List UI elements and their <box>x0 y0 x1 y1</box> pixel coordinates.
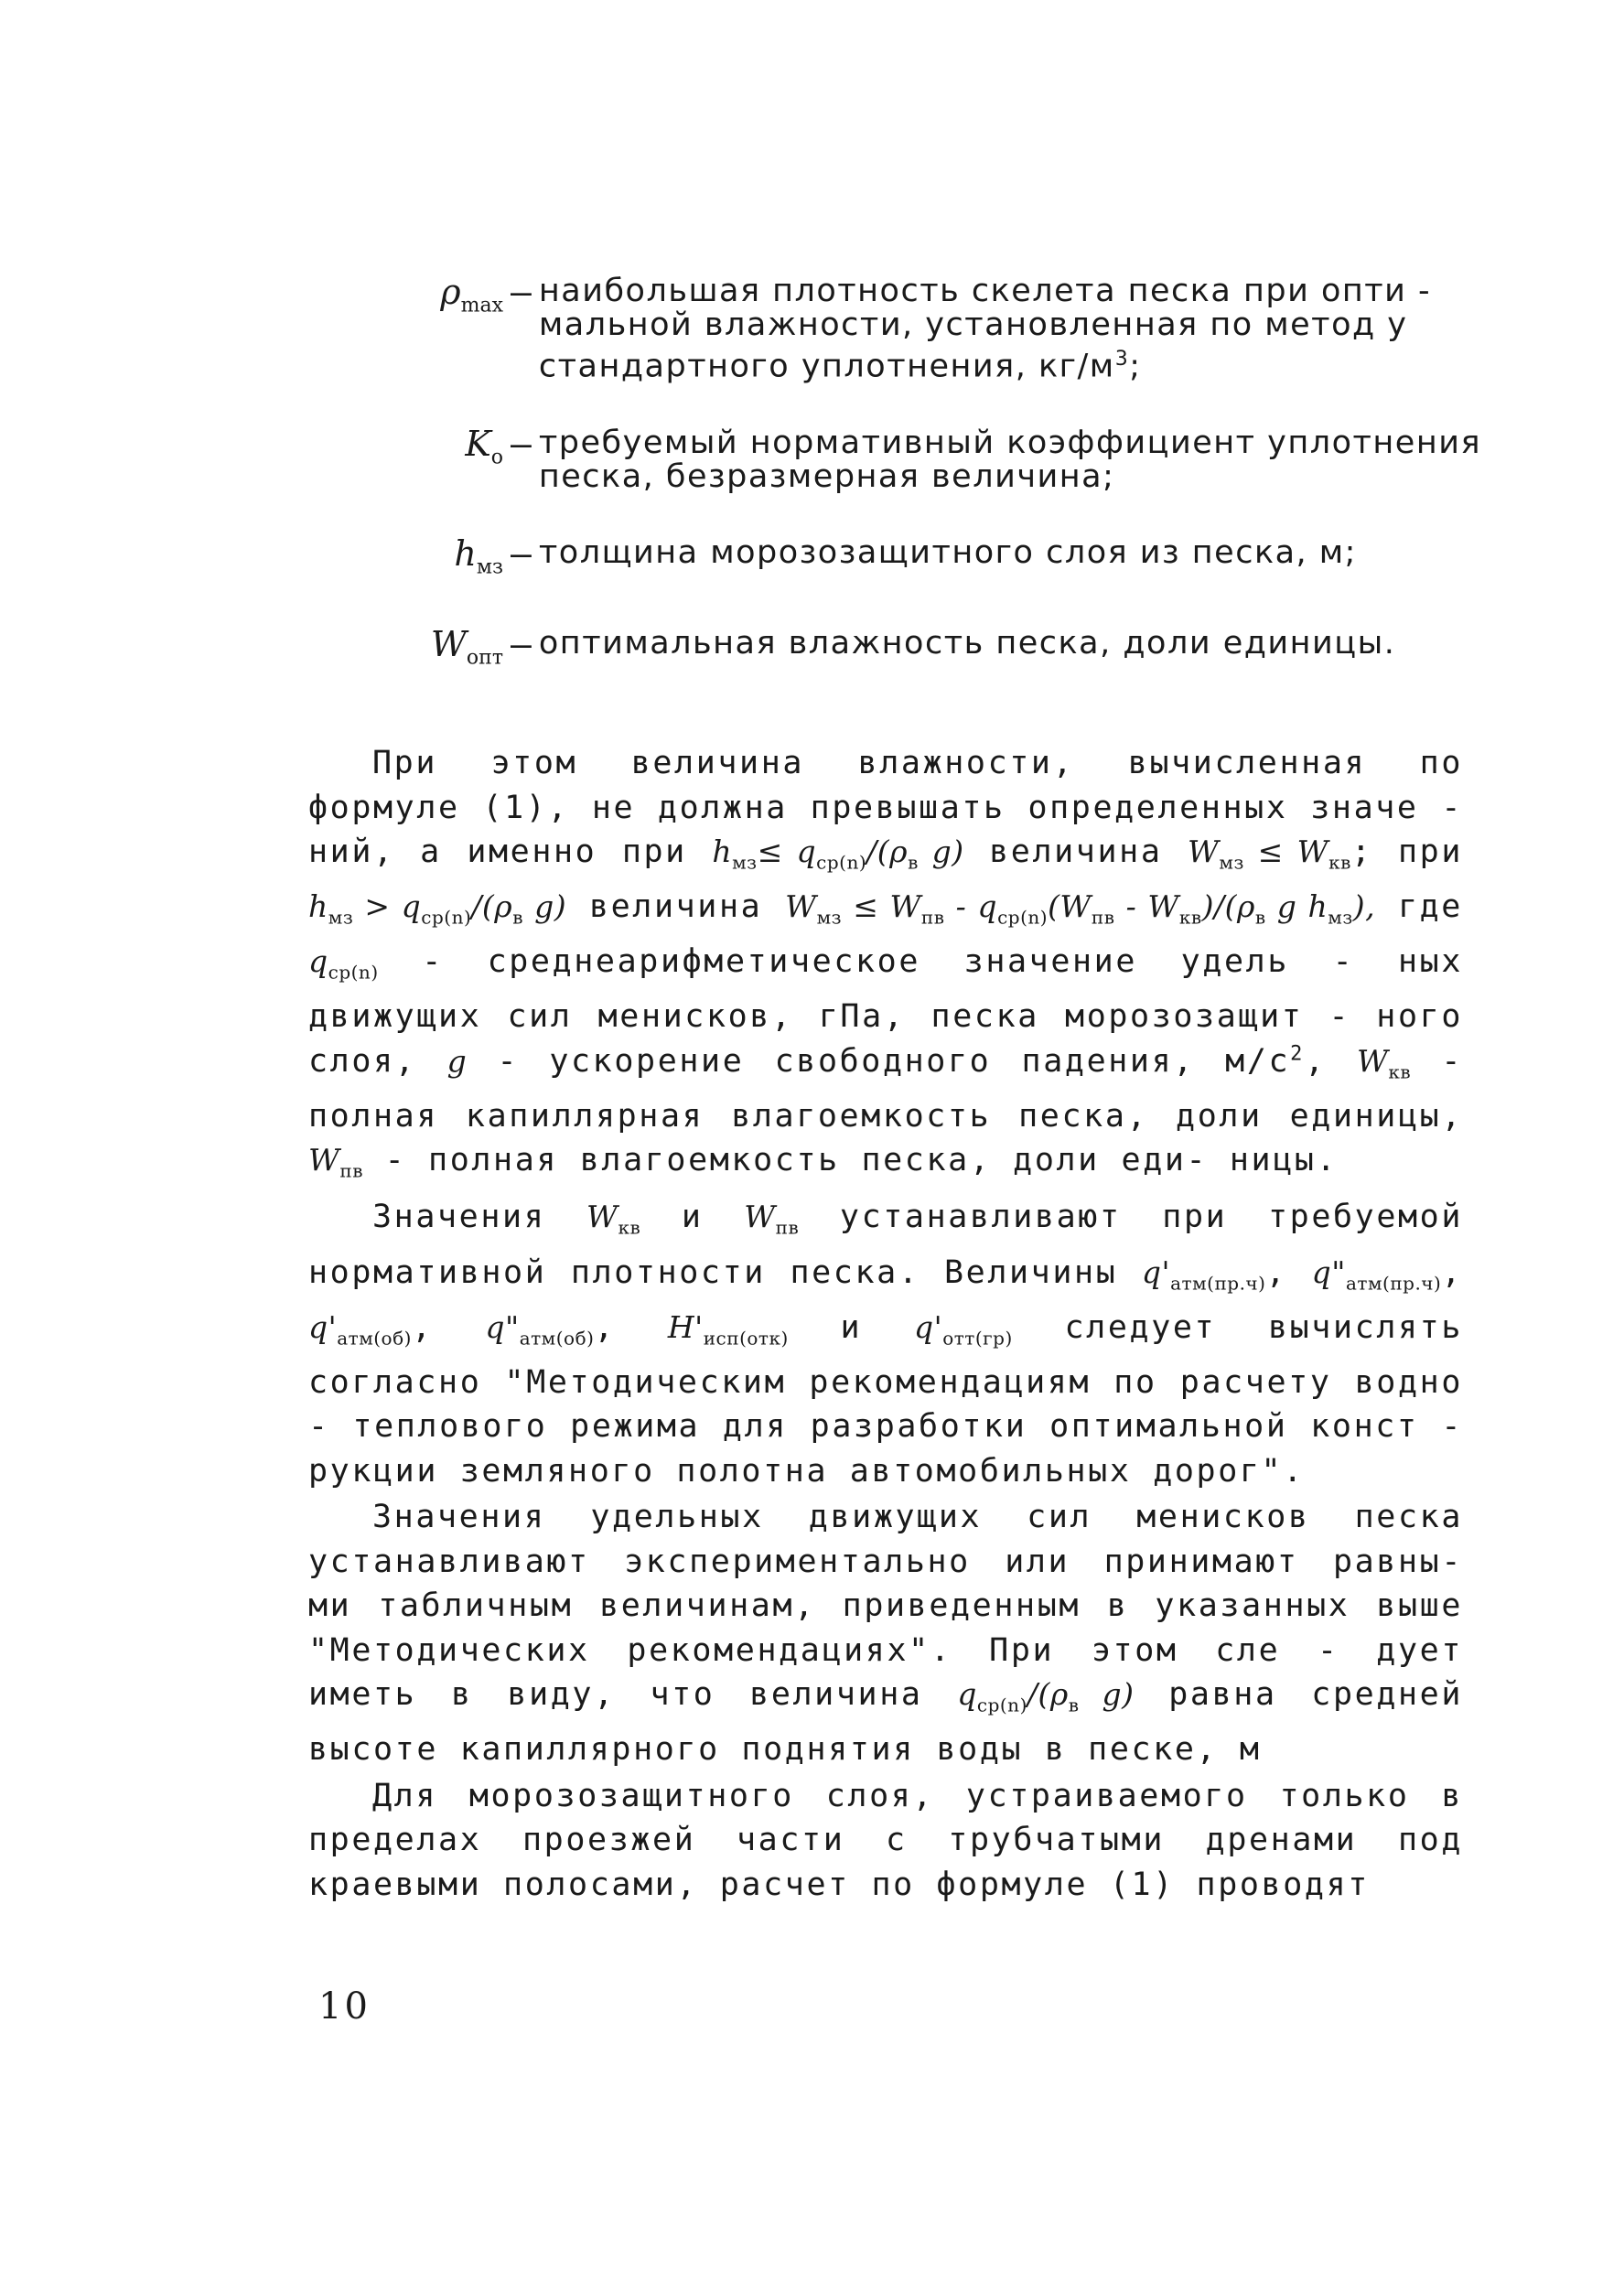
symbol-definitions <box>302 274 1482 718</box>
definition-end: ; <box>1129 348 1142 385</box>
formula-q-avg: $q_{ср(n)}$ <box>308 943 379 984</box>
formula-q-atm-1: $q'_{атм(пр.ч)}$ <box>1141 1253 1266 1295</box>
symbol-k0 <box>302 423 511 476</box>
formula-condition-1: $h_{мз}\le q_{ср(n)}/(\rho_в$ g) <box>712 834 964 874</box>
symbol-base: W <box>430 624 467 665</box>
definition-body: наибольшая плотность скелета песка при опти - мальной влажности, установленная по метод у стандартного уплотнения, кг/м <box>538 273 1432 385</box>
formula-q-atm-2: $q"_{атм(пр.ч)}$ <box>1311 1253 1442 1295</box>
unit-superscript: 3 <box>1114 348 1130 371</box>
symbol-base: ρ <box>440 272 461 312</box>
formula-q-ott: $q'_{отт(гр)}$ <box>913 1308 1013 1350</box>
dash: – <box>511 533 532 574</box>
dash: – <box>511 423 532 464</box>
definition-w-opt <box>302 624 1482 676</box>
body-text <box>308 741 1463 1909</box>
symbol-subscript: о <box>490 446 503 469</box>
formula-capillary-height: $q_{ср(n)}/(\rho_в$ g) <box>957 1676 1135 1716</box>
definition-k0 <box>302 423 1482 495</box>
formula-w-kv: $W_{кв}$ <box>586 1199 641 1240</box>
formula-limit-2: $W_{мз} \le W_{пв} - q_{ср(n)}(W_{пв} - W_{кв})/(\rho_в$ g $h_{мз}$), <box>785 888 1376 929</box>
paragraph-values: Значения $W_{кв}$ и $W_{пв}$ устанавливают при требуемой нормативной плотности песка. Величины $q'_{атм(пр.ч)}$, $q"_{атм(пр.ч)}$, $q'_{атм(об)}$, $q"_{атм(об)}$, $H'_{исп(отк)}$ и $q'_{отт(гр)}$ следует вычислять согласно "Методическим рекомендациям по расчету водно - теплового режима для разработки оптимальной конст - рукции земляного полотна автомобильных дорог". <box>308 1199 1464 1490</box>
formula-q-atm-3: $q'_{атм(об)}$ <box>308 1308 412 1350</box>
formula-q-atm-4: $q"_{атм(об)}$ <box>485 1308 595 1350</box>
paragraph-frost-layer: Для морозозащитного слоя, устраиваемого только в пределах проезжей части с трубчатыми дренами под краевыми полосами, расчет по формуле (1) проводят <box>308 1777 1463 1903</box>
symbol-w-opt <box>302 624 511 676</box>
paragraph-meniscus-forces: Значения удельных движущих сил менисков песка устанавливают экспериментально или принимают равны- ми табличным величинам, приведенным в указанных выше "Методических рекомендациях". При этом сле - дует иметь в виду, что величина $q_{ср(n)}/(\rho_в$ g) равна средней высоте капиллярного поднятия воды в песке, м <box>308 1499 1464 1769</box>
formula-w-kv: $W_{кв}$ <box>1356 1042 1412 1083</box>
dash: – <box>511 272 532 312</box>
formula-g: g <box>446 1042 468 1079</box>
symbol-subscript: опт <box>466 646 503 670</box>
symbol-base: h <box>454 533 477 574</box>
symbol-h-mz <box>302 533 511 586</box>
symbol-subscript: мз <box>476 555 503 579</box>
formula-condition-2: $h_{мз} > q_{ср(n)}/(\rho_в$ g) <box>308 888 567 929</box>
formula-w-pv: $W_{пв}$ <box>308 1142 364 1182</box>
symbol-rho-max <box>302 274 511 324</box>
definition-h-mz <box>302 533 1482 586</box>
symbol-base: K <box>465 423 491 464</box>
dash: – <box>511 624 532 665</box>
definition-text: толщина морозозащитного слоя из песка, м; <box>538 533 1357 571</box>
page-number: 10 <box>318 1985 371 2028</box>
definition-rho-max <box>302 274 1482 384</box>
symbol-subscript: max <box>460 294 503 317</box>
formula-limit-1: $W_{мз} \le W_{кв}$ <box>1187 834 1351 874</box>
definition-text <box>539 274 1482 384</box>
formula-w-pv: $W_{пв}$ <box>744 1199 800 1240</box>
paragraph-moisture-limits: При этом величина влажности, вычисленная по формуле (1), не должна превышать определенных значе - ний, а именно при $h_{мз}\le q_{ср(n)}/(\rho_в$ g) величина $W_{мз} \le W_{кв}$; при $h_{мз} > q_{ср(n)}/(\rho_в$ g) величина $W_{мз} \le W_{пв} - q_{ср(n)}(W_{пв} - W_{кв})/(\rho_в$ g $h_{мз}$), где $q_{ср(n)}$ - среднеарифметическое значение удель - ных движущих сил менисков, гПа, песка морозозащит - ного слоя, g - ускорение свободного падения, $м/с^2$, $W_{кв}$ - полная капиллярная влагоемкость песка, доли единицы, $W_{пв}$ - полная влагоемкость песка, доли еди- ницы. <box>308 745 1464 1182</box>
definition-text: оптимальная влажность песка, доли единицы. <box>538 625 1396 662</box>
definition-text: требуемый нормативный коэффициент уплотнения песка, безразмерная величина; <box>538 424 1482 495</box>
formula-h-isp: $H'_{исп(отк)}$ <box>667 1308 789 1350</box>
